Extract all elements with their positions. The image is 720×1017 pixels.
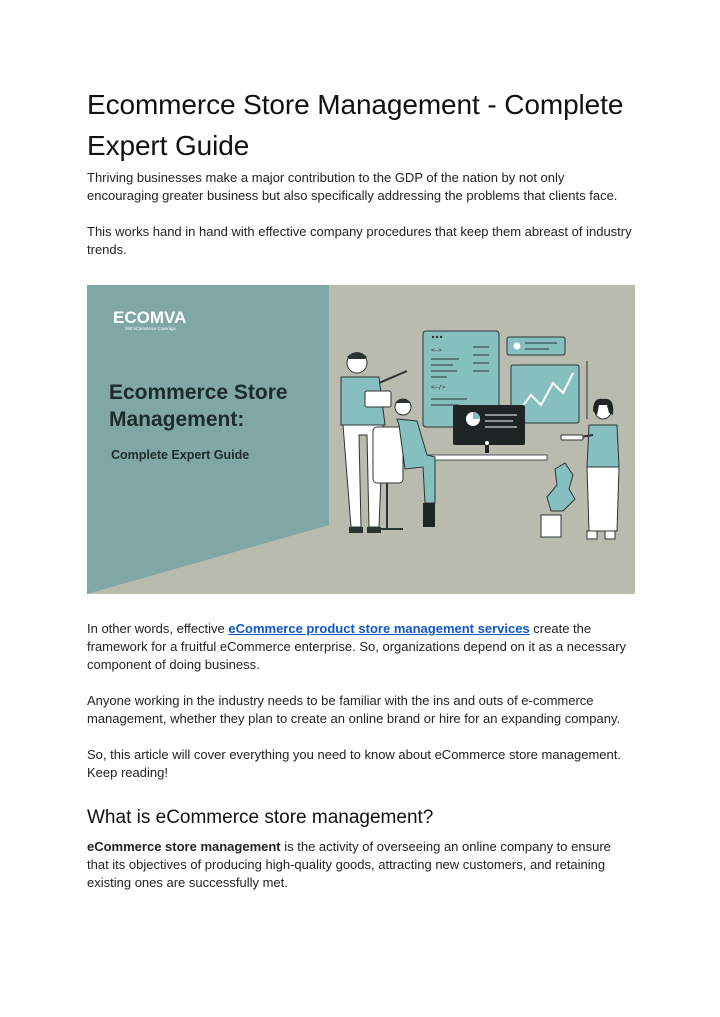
banner-subline: Complete Expert Guide <box>111 448 250 462</box>
section-bold-term: eCommerce store management <box>87 839 281 854</box>
banner-illustration <box>87 285 635 594</box>
services-link[interactable]: eCommerce product store management services <box>228 621 530 636</box>
body-paragraph-2: So, this article will cover everything you need to know about eCommerce store management. Keep reading! <box>87 747 621 780</box>
section-text: is the activity of overseeing an online company to ensure that its objectives of producing high-quality goods, attracting new customers, and retaining existing ones are successfully met. <box>87 839 611 890</box>
desk-graphic <box>427 455 547 460</box>
banner-image <box>87 285 635 594</box>
paragraph-with-link <box>87 620 635 674</box>
body-paragraph-1: Anyone working in the industry needs to be familiar with the ins and outs of e-commerce management, whether they plan to create an online brand or hire for an expanding company. <box>87 693 621 726</box>
intro-paragraph-2: This works hand in hand with effective company procedures that keep them abreast of industry trends. <box>87 224 632 257</box>
banner-logo-tagline: 360°eCommerce Coverage <box>125 326 176 331</box>
banner-logo: ECOMVA <box>113 308 187 327</box>
banner-headline-line2: Management: <box>109 408 245 431</box>
page-title: Ecommerce Store Management - Complete Expert Guide <box>87 89 624 161</box>
banner-headline-line1: Ecommerce Store <box>109 381 288 404</box>
section-heading: What is eCommerce store management? <box>87 807 434 828</box>
code-tag-2: <—/> <box>431 384 446 391</box>
document-page <box>87 84 635 892</box>
paragraph-link-after: create the framework for a fruitful eCommerce enterprise. So, organizations depend on it as a necessary component of doing business. <box>87 621 627 672</box>
code-tag-1: <—> <box>431 347 442 354</box>
intro-paragraph-1: Thriving businesses make a major contribution to the GDP of the nation by not only encouraging greater business but also specifically addressing the problems that clients face. <box>87 170 618 203</box>
paragraph-link-before: In other words, effective <box>87 621 229 636</box>
section-paragraph <box>87 838 635 892</box>
